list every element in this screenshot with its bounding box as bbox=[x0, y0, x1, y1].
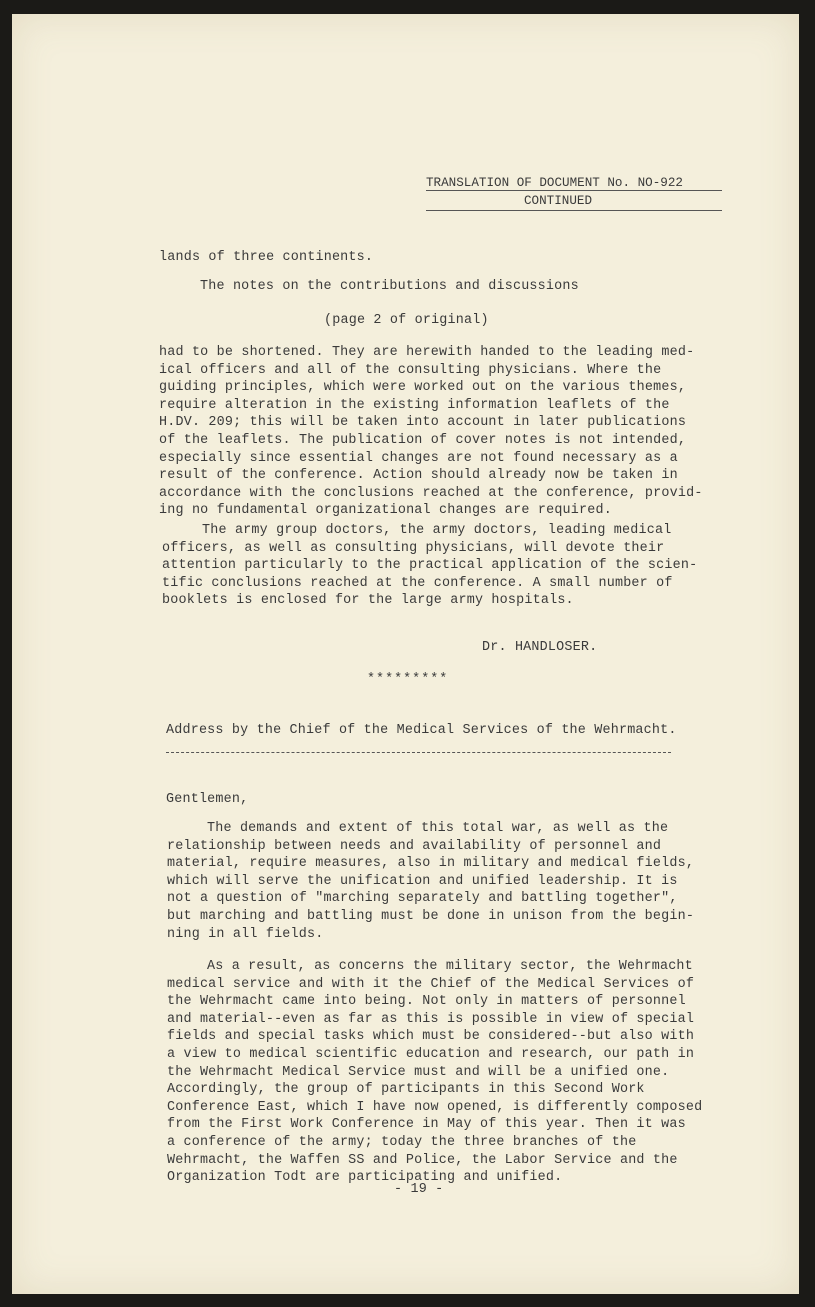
paragraph-line: which will serve the unification and unified leadership. It is bbox=[167, 873, 678, 889]
paragraph-line: material, require measures, also in military and medical fields, bbox=[167, 856, 695, 872]
section-separator: ********* bbox=[367, 672, 449, 687]
paragraph-line: Conference East, which I have now opened, is differently composed bbox=[167, 1099, 703, 1115]
paragraph-line: H.DV. 209; this will be taken into account in later publications bbox=[159, 415, 687, 431]
paragraph-line: a view to medical scientific education and research, our path in bbox=[167, 1046, 695, 1062]
paragraph-line: ning in all fields. bbox=[167, 926, 324, 942]
header-rule-top bbox=[426, 190, 722, 191]
paragraph-line: tific conclusions reached at the conference. A small number of bbox=[162, 575, 673, 591]
document-title: TRANSLATION OF DOCUMENT No. NO-922 bbox=[426, 176, 683, 190]
paragraph-line: fields and special tasks which must be considered--but also with bbox=[167, 1029, 695, 1045]
paragraph-line: especially since essential changes are not found necessary as a bbox=[159, 450, 678, 466]
paragraph-line: a conference of the army; today the three branches of the bbox=[167, 1134, 637, 1150]
paragraph-line: Accordingly, the group of participants in this Second Work bbox=[167, 1082, 645, 1098]
paragraph-1 bbox=[159, 344, 703, 520]
paragraph-line: had to be shortened. They are herewith handed to the leading med- bbox=[159, 345, 695, 360]
paragraph-3 bbox=[167, 820, 694, 943]
paragraph-4 bbox=[167, 958, 702, 1187]
paragraph-line: and material--even as far as this is possible in view of special bbox=[167, 1011, 695, 1027]
paragraph-line: relationship between needs and availability of personnel and bbox=[167, 838, 662, 854]
notes-intro-line: The notes on the contributions and discussions bbox=[200, 279, 579, 294]
paragraph-line: booklets is enclosed for the large army hospitals. bbox=[162, 593, 574, 609]
paragraph-line: result of the conference. Action should already now be taken in bbox=[159, 468, 678, 484]
salutation: Gentlemen, bbox=[166, 792, 249, 807]
paragraph-line: from the First Work Conference in May of this year. Then it was bbox=[167, 1117, 686, 1133]
paragraph-line: medical service and with it the Chief of the Medical Services of bbox=[167, 976, 695, 992]
paragraph-line: The demands and extent of this total war, as well as the bbox=[207, 821, 669, 836]
heading-dashed-rule bbox=[166, 752, 671, 753]
page-number: - 19 - bbox=[394, 1182, 444, 1197]
header-rule-bottom bbox=[426, 210, 722, 211]
paragraph-line: guiding principles, which were worked out on the various themes, bbox=[159, 380, 687, 396]
signature: Dr. HANDLOSER. bbox=[482, 640, 598, 655]
page-reference: (page 2 of original) bbox=[324, 313, 489, 328]
paragraph-line: but marching and battling must be done in unison from the begin- bbox=[167, 908, 695, 924]
document-continued-label: CONTINUED bbox=[524, 194, 593, 208]
paragraph-line: not a question of "marching separately and battling together", bbox=[167, 891, 678, 907]
paragraph-line: The army group doctors, the army doctors, leading medical bbox=[202, 523, 672, 538]
paragraph-line: of the leaflets. The publication of cover notes is not intended, bbox=[159, 432, 687, 448]
paragraph-2 bbox=[162, 522, 697, 610]
paragraph-line: ing no fundamental organizational changes are required. bbox=[159, 503, 612, 519]
continuation-line: lands of three continents. bbox=[159, 250, 374, 265]
paragraph-line: accordance with the conclusions reached at the conference, provid- bbox=[159, 485, 703, 501]
paragraph-line: ical officers and all of the consulting physicians. Where the bbox=[159, 362, 662, 378]
paragraph-line: officers, as well as consulting physicians, will devote their bbox=[162, 540, 665, 556]
document-page bbox=[12, 14, 799, 1294]
paragraph-line: Wehrmacht, the Waffen SS and Police, the Labor Service and the bbox=[167, 1152, 678, 1168]
paragraph-line: the Wehrmacht came into being. Not only in matters of personnel bbox=[167, 994, 686, 1010]
paragraph-line: attention particularly to the practical application of the scien- bbox=[162, 558, 698, 574]
paragraph-line: Organization Todt are participating and unified. bbox=[167, 1170, 563, 1186]
paragraph-line: the Wehrmacht Medical Service must and will be a unified one. bbox=[167, 1064, 670, 1080]
address-heading: Address by the Chief of the Medical Services of the Wehrmacht. bbox=[166, 723, 677, 738]
paragraph-line: require alteration in the existing information leaflets of the bbox=[159, 397, 670, 413]
paragraph-line: As a result, as concerns the military sector, the Wehrmacht bbox=[207, 959, 693, 974]
